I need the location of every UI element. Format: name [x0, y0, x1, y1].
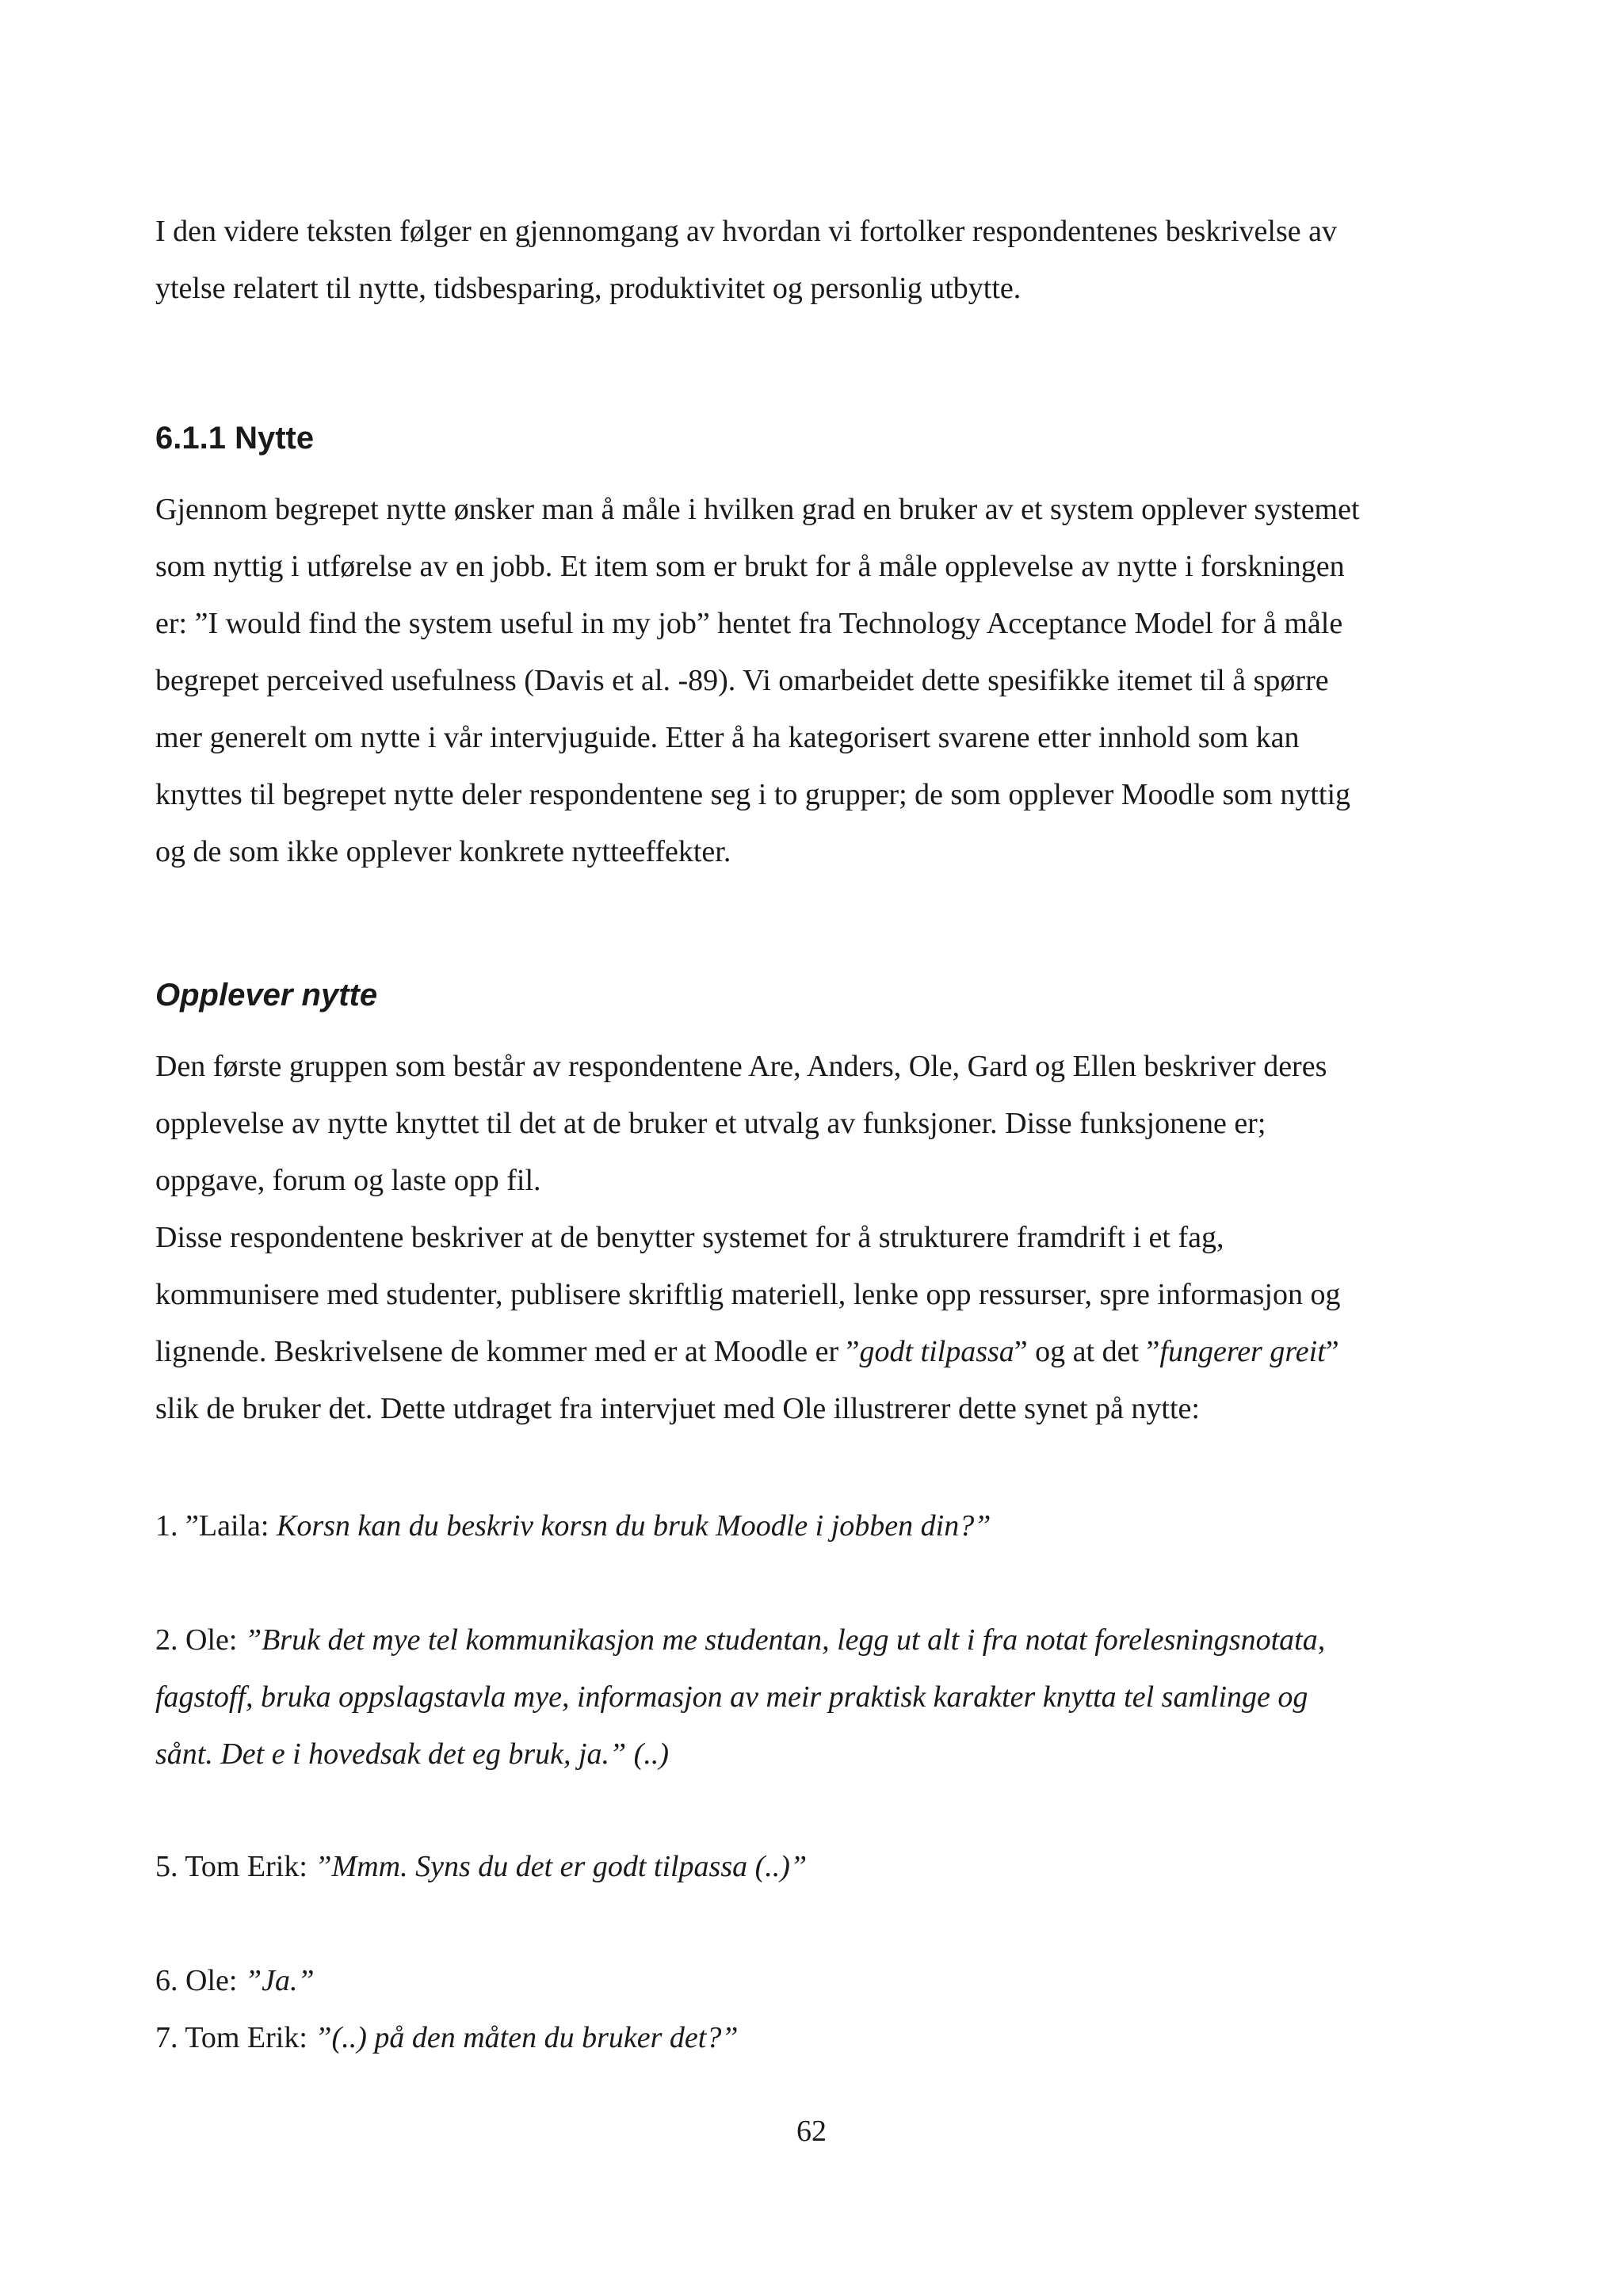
quoted-phrase: fungerer greit — [1159, 1335, 1326, 1368]
sub-paragraph-1 — [155, 1038, 1487, 1437]
section-line: mer generelt om nytte i vår intervjuguide. Etter å ha kategorisert svarene etter innhold som kan — [155, 721, 1300, 754]
utterance: ”(..) på den måten du bruker det?” — [315, 2021, 739, 2054]
sub-line: opplevelse av nytte knyttet til det at de bruker et utvalg av funksjoner. Disse funksjonene er; — [155, 1107, 1266, 1140]
section-line: begrepet perceived usefulness (Davis et al. -89). Vi omarbeidet dette spesifikke itemet til å spørre — [155, 664, 1329, 697]
section-paragraph — [155, 481, 1487, 880]
dialogue-2 — [155, 1611, 1487, 1783]
text-run: lignende. Beskrivelsene de kommer med er at Moodle er ” — [155, 1335, 860, 1368]
section-line: Gjennom begrepet nytte ønsker man å måle i hvilken grad en bruker av et system opplever systemet — [155, 493, 1360, 526]
speaker-label: 2. Ole: — [155, 1623, 245, 1657]
utterance: ”Ja.” — [244, 1964, 315, 1997]
sub-line: Disse respondentene beskriver at de benytter systemet for å strukturere framdrift i et fag, — [155, 1221, 1224, 1254]
page-number: 62 — [796, 2115, 827, 2148]
speaker-label: 1. ”Laila: — [155, 1509, 277, 1543]
text-run: ” og at det ” — [1014, 1335, 1160, 1368]
sub-line: Den første gruppen som består av respondentene Are, Anders, Ole, Gard og Ellen beskriver deres — [155, 1050, 1327, 1083]
quoted-phrase: godt tilpassa — [859, 1335, 1014, 1368]
sub-line: kommunisere med studenter, publisere skriftlig materiell, lenke opp ressurser, spre informasjon og — [155, 1278, 1341, 1311]
intro-line-1: I den videre teksten følger en gjennomgang av hvordan vi fortolker respondentenes beskrivelse av — [155, 215, 1337, 248]
utterance: fagstoff, bruka oppslagstavla mye, informasjon av meir praktisk karakter knytta tel samlinge og — [155, 1680, 1308, 1714]
dialogue-5 — [155, 1838, 1487, 1895]
intro-line-2: ytelse relatert til nytte, tidsbesparing, produktivitet og personlig utbytte. — [155, 272, 1022, 305]
utterance: ”Mmm. Syns du det er godt tilpassa (..)” — [315, 1850, 808, 1883]
speaker-label: 7. Tom Erik: — [155, 2021, 315, 2054]
utterance: sånt. Det e i hovedsak det eg bruk, ja.” (..) — [155, 1737, 669, 1771]
dialogue-1 — [155, 1497, 1487, 1554]
utterance: ”Bruk det mye tel kommunikasjon me studentan, legg ut alt i fra notat forelesningsnotata, — [244, 1623, 1326, 1657]
dialogue-6-7 — [155, 1952, 1487, 2066]
sub-heading: Opplever nytte — [155, 978, 378, 1013]
sub-line — [155, 1335, 1339, 1368]
section-line: og de som ikke opplever konkrete nytteeffekter. — [155, 835, 731, 868]
speaker-label: 6. Ole: — [155, 1964, 245, 1997]
sub-line: slik de bruker det. Dette utdraget fra intervjuet med Ole illustrerer dette synet på nytte: — [155, 1392, 1200, 1425]
intro-paragraph — [155, 203, 1487, 317]
section-line: knyttes til begrepet nytte deler respondentene seg i to grupper; de som opplever Moodle som nyttig — [155, 778, 1351, 811]
speaker-label: 5. Tom Erik: — [155, 1850, 315, 1883]
text-run: ” — [1325, 1335, 1339, 1368]
section-line: er: ”I would find the system useful in my job” hentet fra Technology Acceptance Model for å måle — [155, 607, 1343, 640]
utterance: Korsn kan du beskriv korsn du bruk Moodle i jobben din?” — [276, 1509, 991, 1543]
section-line: som nyttig i utførelse av en jobb. Et item som er brukt for å måle opplevelse av nytte i forskningen — [155, 550, 1345, 583]
section-heading: 6.1.1 Nytte — [155, 421, 315, 456]
sub-line: oppgave, forum og laste opp fil. — [155, 1164, 541, 1197]
